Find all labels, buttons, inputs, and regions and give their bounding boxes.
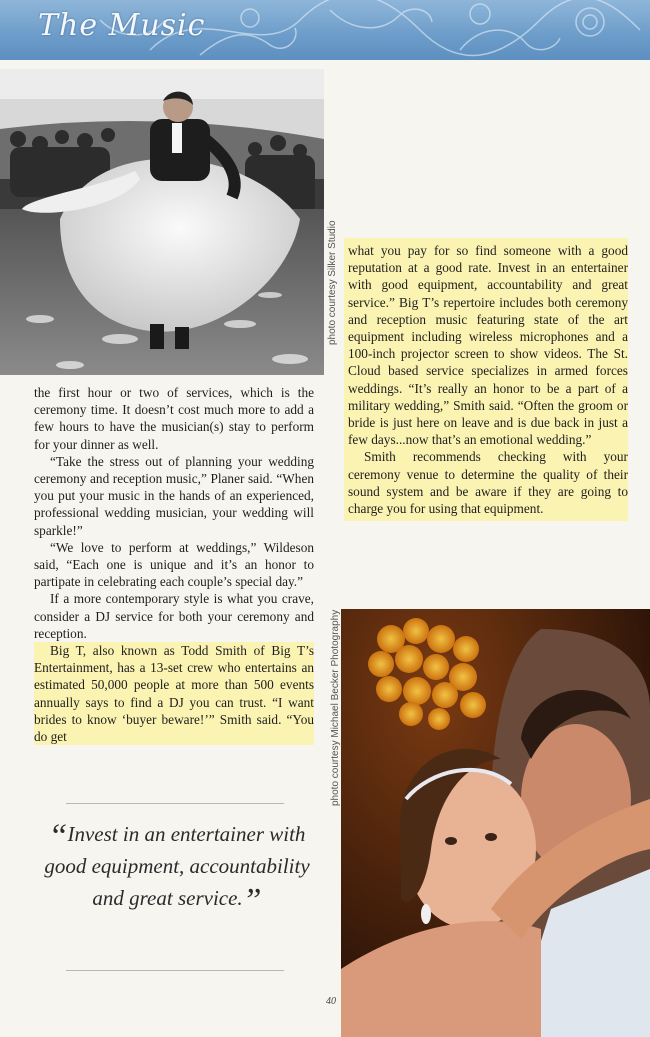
pullquote-text: Invest in an entertainer with good equipment, accountability and great service. (44, 822, 310, 910)
article-paragraph: “We love to perform at weddings,” Wildeson said, “Each one is unique and it’s an honor to partipate in celebrating each couple’s special day.” (34, 539, 314, 590)
couple-closeup-illustration (341, 609, 650, 1037)
dancing-couple-illustration (0, 69, 324, 375)
section-header-banner (0, 0, 650, 60)
pullquote-rule-bottom (66, 970, 284, 971)
dancing-couple-photo (0, 69, 324, 375)
pullquote-rule-top (66, 803, 284, 804)
article-paragraph: If a more contemporary style is what you crave, consider a DJ service for both your ceremony and reception. (34, 591, 314, 641)
photo-credit-bottom: photo courtesy Michael Becker Photography (330, 609, 341, 806)
article-right-column (344, 238, 628, 521)
photo-credit-top: photo courtesy Silker Studio (327, 220, 338, 345)
article-paragraph: what you pay for so find someone with a good reputation at a good rate. Invest in an entertainer with good equipment, accountability and great service.” Big T’s repertoire includes both ceremony and reception music featuring state of the art equipment including wireless microphones and a 100-inch projector screen to show videos. The St. Cloud based service specializes in armed forces weddings. “It’s really an honor to be a part of a military wedding,” Smith said. “Often the groom or bride is just here on leave and is due back in just a few days...now that’s an emotional wedding.” (348, 243, 628, 448)
page-number: 40 (326, 996, 336, 1007)
close-quote-mark: ” (242, 882, 262, 919)
section-title: The Music (38, 8, 206, 43)
highlighted-paragraph: Big T, also known as Todd Smith of Big T’s Entertainment, has a 13-set crew who entertains an estimated 50,000 people at more than 500 events annually says to find a DJ you can trust. “I want brides to know ‘buyer beware!’” Smith said. “You do get (34, 643, 314, 745)
article-paragraph: the first hour or two of services, which is the ceremony time. It doesn’t cost much more to add a few hours to have the musician(s) stay to perform for your dinner as well. (34, 385, 314, 452)
article-paragraph: “Take the stress out of planning your wedding ceremony and reception music,” Planer said. “When you put your music in the hands of an experienced, professional wedding musician, your wedding will sparkle!” (34, 453, 314, 538)
open-quote-mark: “ (48, 818, 68, 855)
article-left-column (34, 384, 314, 745)
pullquote (44, 818, 310, 919)
article-paragraph: Smith recommends checking with your ceremony venue to determine the quality of their sound system and be aware if they are going to charge you for using that equipment. (348, 449, 628, 517)
couple-closeup-photo (341, 609, 650, 1037)
